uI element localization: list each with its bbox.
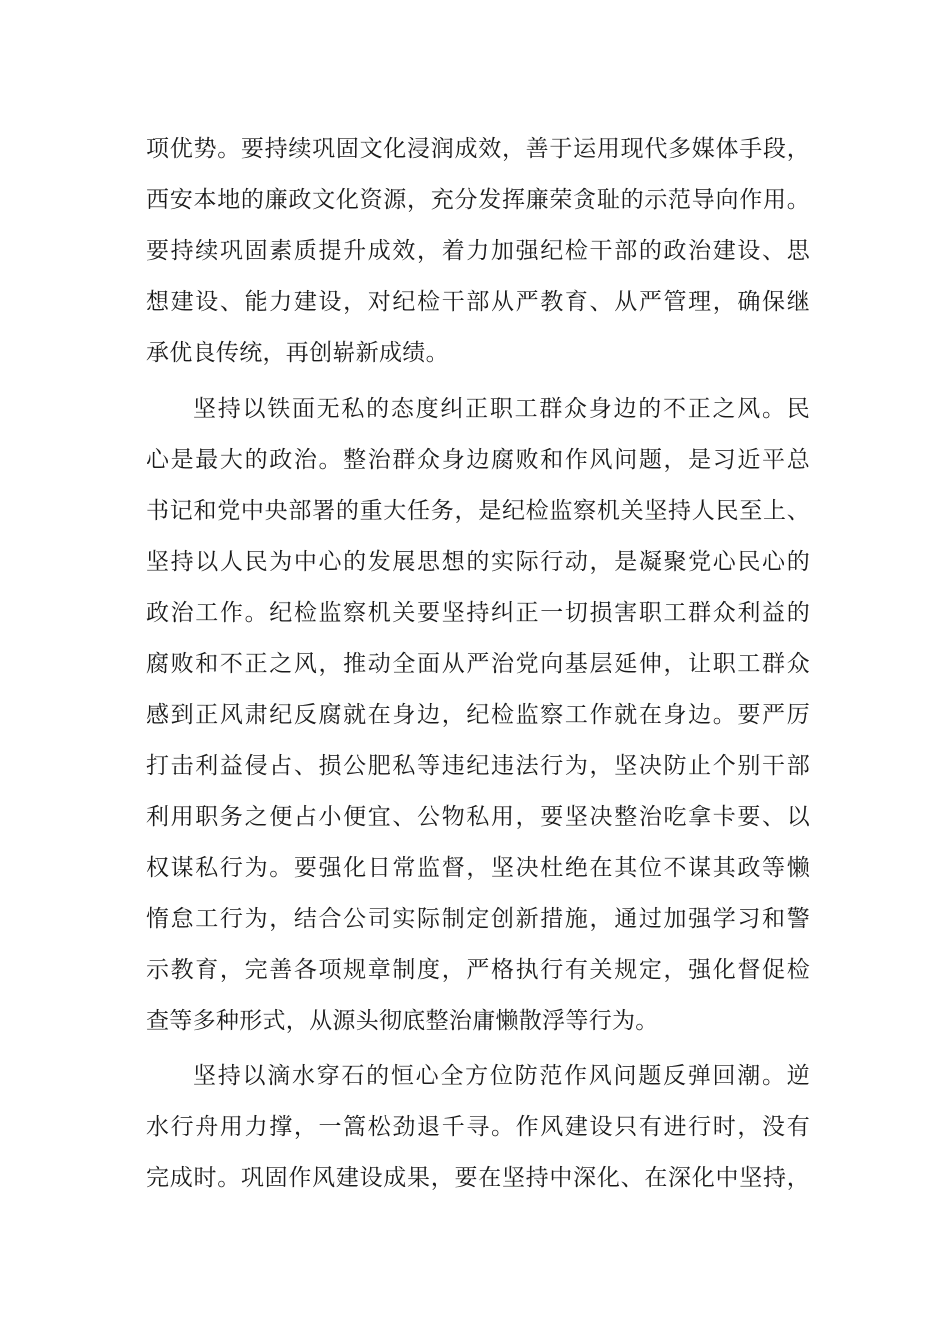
paragraph-line: 完成时。巩固作风建设成果，要在坚持中深化、在深化中坚持， xyxy=(146,1165,810,1191)
paragraph-line: 想建设、能力建设，对纪检干部从严教育、从严管理，确保继 xyxy=(146,289,810,315)
paragraph-line: 坚持以滴水穿石的恒心全方位防范作风问题反弹回潮。逆 xyxy=(193,1063,810,1089)
paragraph-line: 惰怠工行为，结合公司实际制定创新措施，通过加强学习和警 xyxy=(146,906,810,932)
paragraph-line: 示教育，完善各项规章制度，严格执行有关规定，强化督促检 xyxy=(146,957,810,983)
paragraph-line: 西安本地的廉政文化资源，充分发挥廉荣贪耻的示范导向作用。 xyxy=(146,187,810,213)
paragraph-line: 要持续巩固素质提升成效，着力加强纪检干部的政治建设、思 xyxy=(146,238,810,264)
paragraph-line: 政治工作。纪检监察机关要坚持纠正一切损害职工群众利益的 xyxy=(146,600,810,626)
paragraph-line: 水行舟用力撑，一篙松劲退千寻。作风建设只有进行时，没有 xyxy=(146,1114,810,1140)
paragraph-line: 腐败和不正之风，推动全面从严治党向基层延伸，让职工群众 xyxy=(146,651,810,677)
paragraph-line: 查等多种形式，从源头彻底整治庸懒散浮等行为。 xyxy=(146,1008,659,1034)
paragraph-line: 坚持以铁面无私的态度纠正职工群众身边的不正之风。民 xyxy=(193,396,810,422)
paragraph-3 xyxy=(146,1051,810,1204)
paragraph-line: 承优良传统，再创崭新成绩。 xyxy=(146,340,449,366)
paragraph-2 xyxy=(146,384,810,1047)
paragraph-line: 心是最大的政治。整治群众身边腐败和作风问题，是习近平总 xyxy=(146,447,810,473)
paragraph-line: 坚持以人民为中心的发展思想的实际行动，是凝聚党心民心的 xyxy=(146,549,810,575)
paragraph-line: 感到正风肃纪反腐就在身边，纪检监察工作就在身边。要严厉 xyxy=(146,702,810,728)
paragraph-line: 打击利益侵占、损公肥私等违纪违法行为，坚决防止个别干部 xyxy=(146,753,810,779)
paragraph-line: 书记和党中央部署的重大任务，是纪检监察机关坚持人民至上、 xyxy=(146,498,810,524)
paragraph-line: 权谋私行为。要强化日常监督，坚决杜绝在其位不谋其政等懒 xyxy=(146,855,810,881)
paragraph-line: 项优势。要持续巩固文化浸润成效，善于运用现代多媒体手段， xyxy=(146,136,810,162)
paragraph-1 xyxy=(146,124,810,379)
paragraph-line: 利用职务之便占小便宜、公物私用，要坚决整治吃拿卡要、以 xyxy=(146,804,810,830)
